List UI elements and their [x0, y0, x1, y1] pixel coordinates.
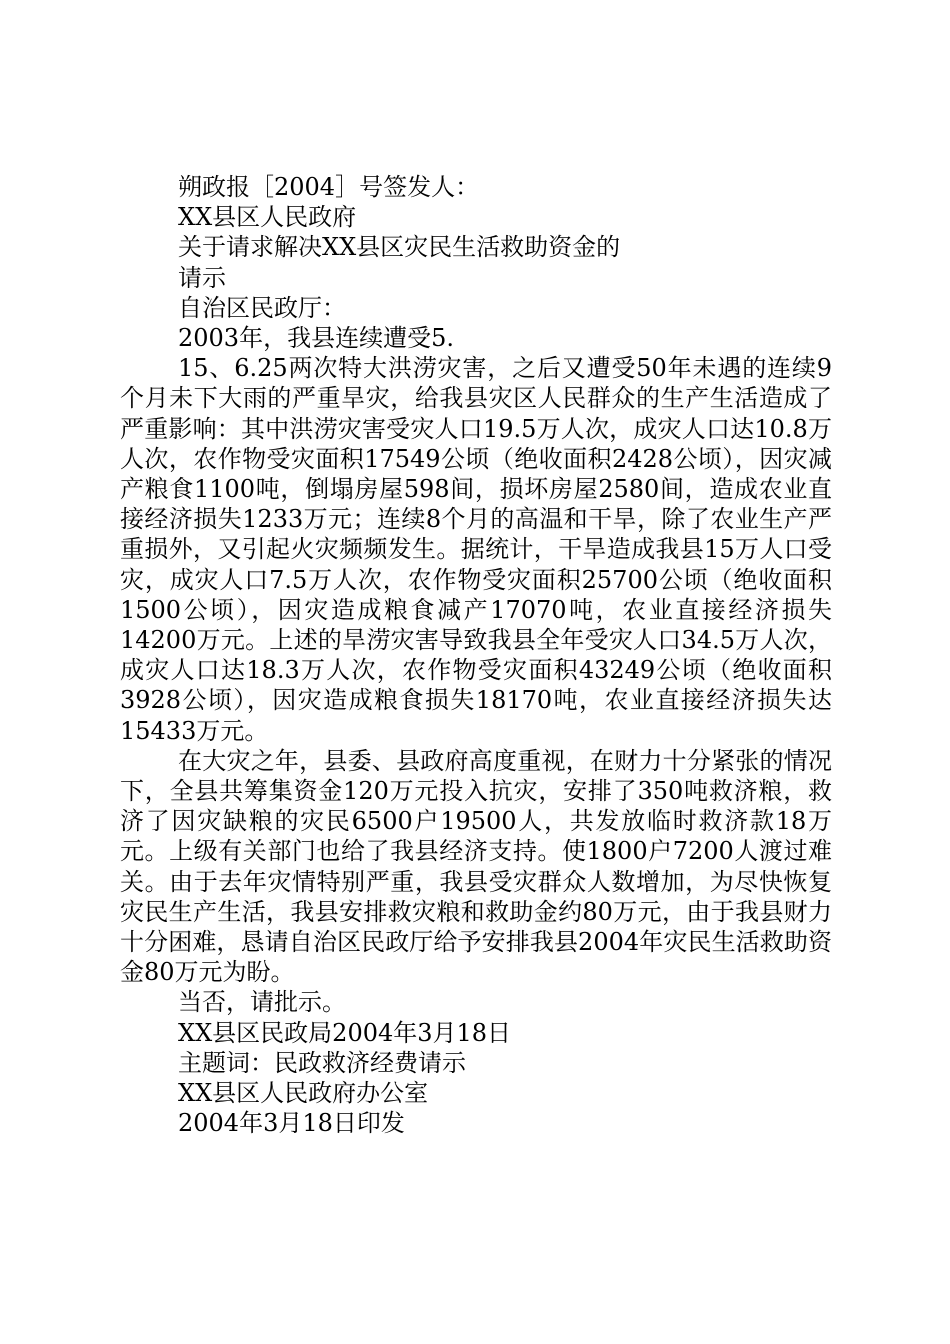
issuing-office: XX县区人民政府办公室	[178, 1079, 429, 1108]
recipient: 自治区民政厅：	[178, 293, 346, 322]
body-paragraph-relief: 在大灾之年，县委、县政府高度重视，在财力十分紧张的情况下，全县共筹集资金120万元投入抗灾，安排了350吨救济粮，救济了因灾缺粮的灾民6500户19500人，共发放临时救济款18万元。上级有关部门也给了我县经济支持。使1800户7200人渡过难关。由于去年灾情特别严重，我县受灾群众人数增加，为尽快恢复灾民生产生活，我县安排救灾粮和救助金约80万元，由于我县财力十分困难，恳请自治区民政厅给予安排我县2004年灾民生活救助资金80万元为盼。	[120, 746, 832, 987]
issuer: XX县区人民政府	[178, 203, 357, 232]
body-lead-line: 2003年，我县连续遭受5.	[178, 324, 454, 353]
print-date: 2004年3月18日印发	[178, 1109, 405, 1138]
signature-date: XX县区民政局2004年3月18日	[178, 1018, 512, 1047]
doc-number: 朔政报［2004］号签发人：	[178, 173, 480, 201]
document-title-line-2: 请示	[178, 263, 226, 292]
document-content	[120, 172, 832, 1139]
document-title-line-1: 关于请求解决XX县区灾民生活救助资金的	[178, 233, 621, 262]
subject-words: 主题词：民政救济经费请示	[178, 1048, 466, 1077]
closing-request: 当否，请批示。	[178, 988, 346, 1017]
body-paragraph-disaster: 15、6.25两次特大洪涝灾害，之后又遭受50年未遇的连续9个月未下大雨的严重旱灾，给我县灾区人民群众的生产生活造成了严重影响：其中洪涝灾害受灾人口19.5万人次，成灾人口达10.8万人次，农作物受灾面积17549公顷（绝收面积2428公顷），因灾减产粮食1100吨，倒塌房屋598间，损坏房屋2580间，造成农业直接经济损失1233万元；连续8个月的高温和干旱，除了农业生产严重损外，又引起火灾频频发生。据统计，干旱造成我县15万人口受灾，成灾人口7.5万人次，农作物受灾面积25700公顷（绝收面积1500公顷），因灾造成粮食减产17070吨，农业直接经济损失14200万元。上述的旱涝灾害导致我县全年受灾人口34.5万人次，成灾人口达18.3万人次，农作物受灾面积43249公顷（绝收面积3928公顷），因灾造成粮食损失18170吨，农业直接经济损失达15433万元。	[120, 354, 832, 745]
